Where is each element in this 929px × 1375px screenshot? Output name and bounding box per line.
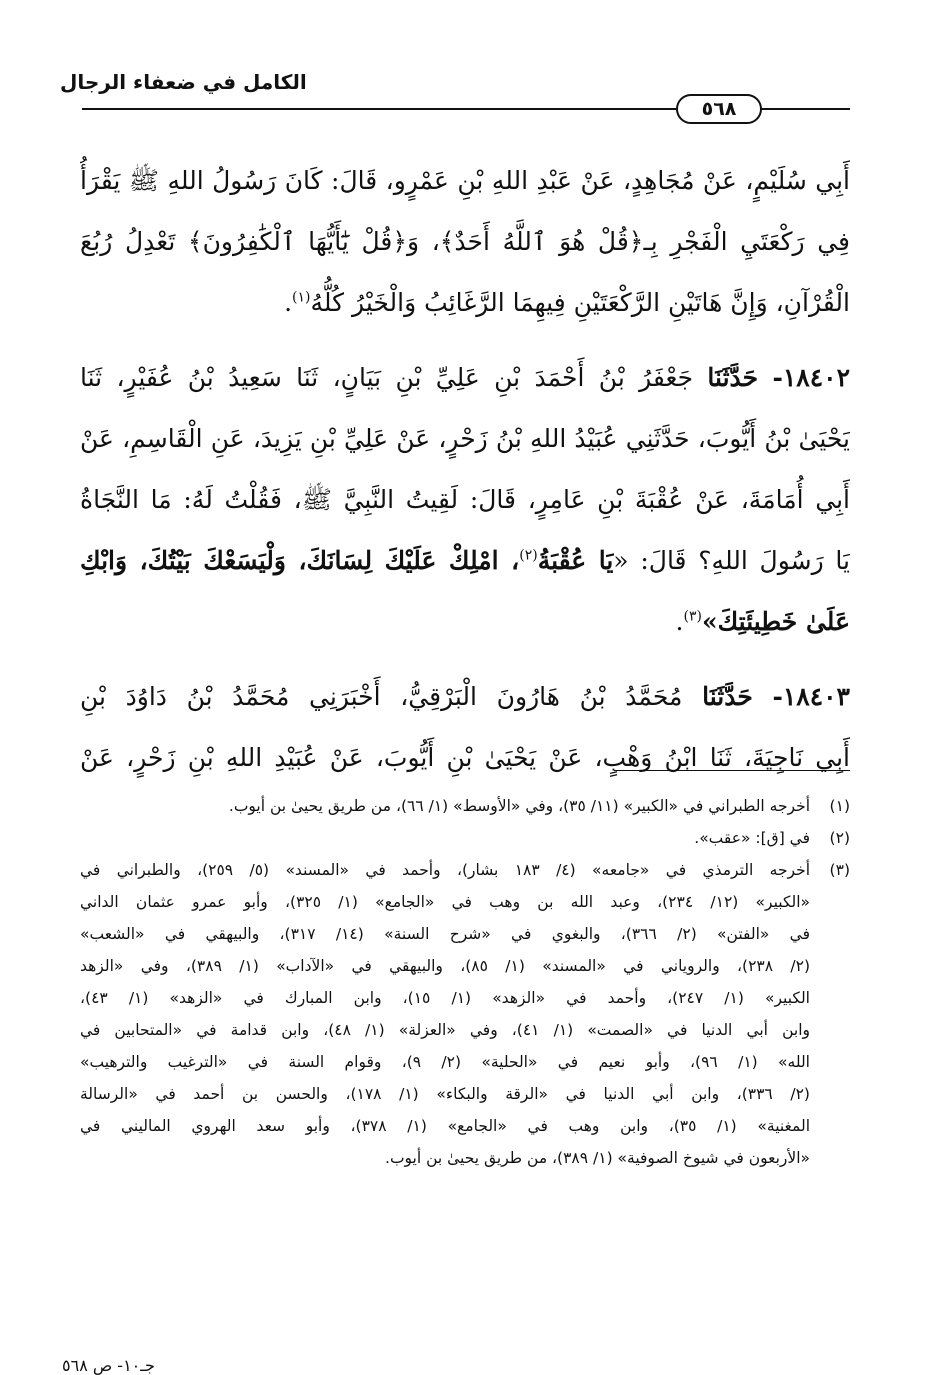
hadith-text: ، امْلِكْ عَلَيْكَ لِسَانَكَ، وَلْيَسَعْكَ بَيْتُكَ، وَابْكِ — [80, 546, 520, 575]
hadith-keyword: حَدَّثَنَا — [707, 363, 759, 392]
hadith-text: عَلَىٰ خَطِيئَتِكَ» — [701, 607, 850, 636]
volume-page-mark: جـ١٠- ص ٥٦٨ — [62, 1356, 155, 1375]
body-line: أَبِي أُمَامَةَ، عَنْ عُقْبَةَ بْنِ عَامِرٍ، قَالَ: لَقِيتُ النَّبِيَّ ﷺ، فَقُلْتُ لَهُ: مَا النَّجَاةُ — [80, 485, 850, 514]
footnote-number: (١) — [829, 797, 850, 815]
footnote-line: أخرجه الطبراني في «الكبير» (١١/ ٣٥)، وفي «الأوسط» (١/ ٦٦)، من طريق يحيىٰ بن أيوب. — [228, 797, 810, 815]
body-line-text: يَا رَسُولَ اللهِ؟ قَالَ: « — [613, 546, 850, 575]
body-line-text: جَعْفَرُ بْنُ أَحْمَدَ بْنِ عَلِيِّ بْنِ بَيَانٍ، ثَنَا سَعِيدُ بْنُ عُفَيْرٍ، ثَنَا — [80, 363, 694, 392]
footnote-line: الله» (١/ ٩٦)، وأبو نعيم في «الحلية» (٢/ ٩)، وقوام السنة في «الترغيب والترهيب» — [80, 1053, 810, 1071]
hadith-number: ١٨٤٠٣- — [772, 682, 850, 711]
body-line — [80, 347, 850, 408]
footnote-line: «الأربعون في شيوخ الصوفية» (١/ ٣٨٩)، من طريق يحيىٰ بن أيوب. — [385, 1149, 810, 1167]
body-line: فِي رَكْعَتَيِ الْفَجْرِ بِـ﴿قُلْ هُوَ ٱللَّهُ أَحَدٌ﴾، وَ﴿قُلْ يَٰٓأَيُّهَا ٱلْكَٰفِرُونَ﴾ تَعْدِلُ رُبُعَ — [80, 227, 850, 256]
footnote — [80, 854, 850, 1174]
body-line: أَبِي نَاجِيَةَ، ثَنَا ابْنُ وَهْبٍ، عَنْ يَحْيَىٰ بْنِ أَيُّوبَ، عَنْ عُبَيْدِ اللهِ بْنِ زَحْرٍ، عَنْ — [80, 743, 850, 772]
footnote-line: أخرجه الترمذي في «جامعه» (٤/ ١٨٣ بشار)، وأحمد في «المسند» (٥/ ٢٥٩)، والطبراني في — [80, 861, 810, 879]
footnote-ref: (٢) — [519, 547, 538, 564]
body-line — [80, 530, 850, 591]
body-line: عَلَىٰ خَطِيئَتِكَ»$^{(٣)}$. — [675, 607, 850, 636]
footnote-line: في [ق]: «عقب». — [694, 829, 810, 847]
main-text — [80, 150, 850, 788]
footnotes — [80, 790, 850, 1174]
hadith-number: ١٨٤٠٢- — [772, 363, 850, 392]
body-line: يَحْيَىٰ بْنُ أَيُّوبَ، حَدَّثَنِي عُبَيْدُ اللهِ بْنُ زَحْرٍ، عَنْ عَلِيِّ بْنِ يَزِيدَ، عَنِ الْقَاسِمِ، عَنْ — [80, 424, 850, 453]
body-line-text: الْقُرْآنِ، وَإِنَّ هَاتَيْنِ الرَّكْعَتَيْنِ فِيهِمَا الرَّغَائِبُ وَالْخَيْرُ كُلُّهُ — [310, 288, 850, 317]
body-line: الْقُرْآنِ، وَإِنَّ هَاتَيْنِ الرَّكْعَتَيْنِ فِيهِمَا الرَّغَائِبُ وَالْخَيْرُ كُلُّهُ$^{(١)}$. — [284, 288, 850, 317]
hadith-keyword: حَدَّثَنَا — [702, 682, 753, 711]
body-line-text: مُحَمَّدُ بْنُ هَارُونَ الْبَرْقِيُّ، أَخْبَرَنِي مُحَمَّدُ بْنُ دَاوُدَ بْنِ — [80, 682, 683, 711]
footnote-line: في «الفتن» (٢/ ٣٦٦)، والبغوي في «شرح السنة» (١٤/ ٣١٧)، والبيهقي في «الشعب» — [80, 925, 810, 943]
footnote — [80, 790, 850, 822]
hadith-text: يَا عُقْبَةُ — [537, 546, 614, 575]
footnote-number: (٣) — [829, 861, 850, 879]
footnote-line: وابن أبي الدنيا في «الصمت» (١/ ٤١)، وفي «العزلة» (١/ ٤٨)، وابن قدامة في «المتحابين في — [80, 1021, 810, 1039]
footnote-number: (٢) — [829, 829, 850, 847]
footnote-line: (٢/ ٢٣٨)، والروياني في «المسند» (١/ ٨٥)، والبيهقي في «الآداب» (١/ ٣٨٩)، وفي «الزهد — [80, 957, 810, 975]
footnote-rule — [614, 770, 850, 771]
page-number-badge: ٥٦٨ — [676, 94, 762, 124]
body-line — [80, 666, 850, 727]
footnote-line: الكبير» (١/ ٢٤٧)، وأحمد في «الزهد» (١/ ١٥)، وابن المبارك في «الزهد» (١/ ٤٣)، — [80, 989, 810, 1007]
footnote-ref: (١) — [292, 289, 311, 306]
footnote — [80, 822, 850, 854]
footnote-line: المغنية» (١/ ٣٥)، وابن وهب في «الجامع» (١/ ٣٧٨)، وأبو سعد الهروي الماليني في — [80, 1117, 810, 1135]
footnote-line: (٢/ ٣٣٦)، وابن أبي الدنيا في «الرقة والبكاء» (١/ ١٧٨)، والحسن بن أحمد في «الرسالة — [80, 1085, 810, 1103]
running-title: الكامل في ضعفاء الرجال — [60, 70, 307, 94]
footnote-line: «الكبير» (١٢/ ٢٣٤)، وعبد الله بن وهب في «الجامع» (١/ ٣٢٥)، وأبو عمرو عثمان الداني — [80, 893, 810, 911]
footnote-ref: (٣) — [683, 608, 702, 625]
body-line: أَبِي سُلَيْمٍ، عَنْ مُجَاهِدٍ، عَنْ عَبْدِ اللهِ بْنِ عَمْرٍو، قَالَ: كَانَ رَسُولُ اللهِ ﷺ يَقْرَأُ — [80, 166, 850, 195]
